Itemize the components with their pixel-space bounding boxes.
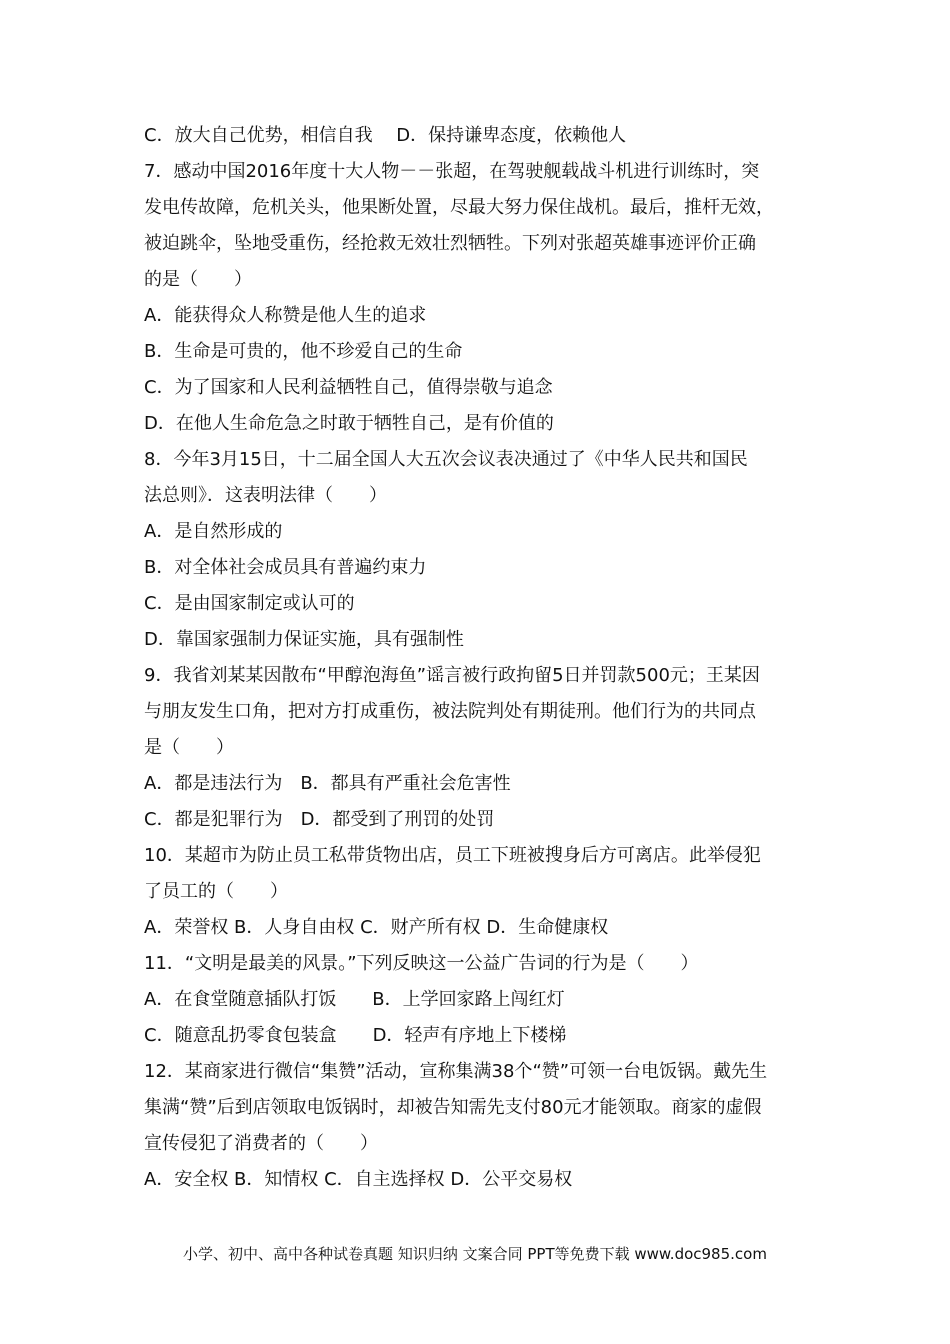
question-8-line-1: 8．今年3月15日，十二届全国人大五次会议表决通过了《中华人民共和国民 bbox=[144, 449, 748, 470]
question-8-line-2: 法总则》．这表明法律（ ） bbox=[144, 485, 387, 506]
question-7-option-d: D．在他人生命危急之时敢于牺牲自己，是有价值的 bbox=[144, 413, 554, 434]
question-7-option-b: B．生命是可贵的，他不珍爱自己的生命 bbox=[144, 341, 463, 362]
question-12-line-3: 宣传侵犯了消费者的（ ） bbox=[144, 1133, 378, 1154]
question-7-line-2: 发电传故障，危机关头，他果断处置，尽最大努力保住战机。最后，推杆无效， bbox=[144, 197, 774, 218]
question-10-line-2: 了员工的（ ） bbox=[144, 881, 288, 902]
page-footer: 小学、初中、高中各种试卷真题 知识归纳 文案合同 PPT等免费下载 www.doc985.com bbox=[183, 1245, 767, 1263]
question-9-line-2: 与朋友发生口角，把对方打成重伤，被法院判处有期徒刑。他们行为的共同点 bbox=[144, 701, 756, 722]
question-7-line-1: 7．感动中国2016年度十大人物－－张超，在驾驶舰载战斗机进行训练时，突 bbox=[144, 161, 760, 182]
question-12-line-2: 集满“赞”后到店领取电饭锅时，却被告知需先支付80元才能领取。商家的虚假 bbox=[144, 1097, 762, 1118]
question-9-line-3: 是（ ） bbox=[144, 737, 234, 758]
question-8-option-b: B．对全体社会成员具有普遍约束力 bbox=[144, 557, 427, 578]
question-12-options: A．安全权 B．知情权 C．自主选择权 D．公平交易权 bbox=[144, 1169, 573, 1190]
question-7-option-a: A．能获得众人称赞是他人生的追求 bbox=[144, 305, 427, 326]
question-9-options-cd: C．都是犯罪行为 D．都受到了刑罚的处罚 bbox=[144, 809, 495, 830]
question-7-option-c: C．为了国家和人民利益牺牲自己，值得崇敬与追念 bbox=[144, 377, 553, 398]
question-8-option-a: A．是自然形成的 bbox=[144, 521, 283, 542]
question-12-line-1: 12．某商家进行微信“集赞”活动，宣称集满38个“赞”可领一台电饭锅。戴先生 bbox=[144, 1061, 768, 1082]
option-line-6c-6d: C．放大自己优势，相信自我 D．保持谦卑态度，依赖他人 bbox=[144, 125, 627, 146]
question-9-line-1: 9．我省刘某某因散布“甲醇泡海鱼”谣言被行政拘留5日并罚款500元；王某因 bbox=[144, 665, 760, 686]
question-11-options-cd: C．随意乱扔零食包装盒 D．轻声有序地上下楼梯 bbox=[144, 1025, 567, 1046]
question-9-options-ab: A．都是违法行为 B．都具有严重社会危害性 bbox=[144, 773, 511, 794]
question-10-options: A．荣誉权 B．人身自由权 C．财产所有权 D．生命健康权 bbox=[144, 917, 609, 938]
question-11-line-1: 11．“文明是最美的风景。”下列反映这一公益广告词的行为是（ ） bbox=[144, 953, 699, 974]
question-10-line-1: 10．某超市为防止员工私带货物出店，员工下班被搜身后方可离店。此举侵犯 bbox=[144, 845, 761, 866]
question-8-option-d: D．靠国家强制力保证实施，具有强制性 bbox=[144, 629, 464, 650]
exam-content bbox=[144, 118, 824, 1198]
question-7-line-3: 被迫跳伞，坠地受重伤，经抢救无效壮烈牺牲。下列对张超英雄事迹评价正确 bbox=[144, 233, 756, 254]
question-11-options-ab: A．在食堂随意插队打饭 B．上学回家路上闯红灯 bbox=[144, 989, 565, 1010]
question-8-option-c: C．是由国家制定或认可的 bbox=[144, 593, 355, 614]
question-7-line-4: 的是（ ） bbox=[144, 269, 252, 290]
